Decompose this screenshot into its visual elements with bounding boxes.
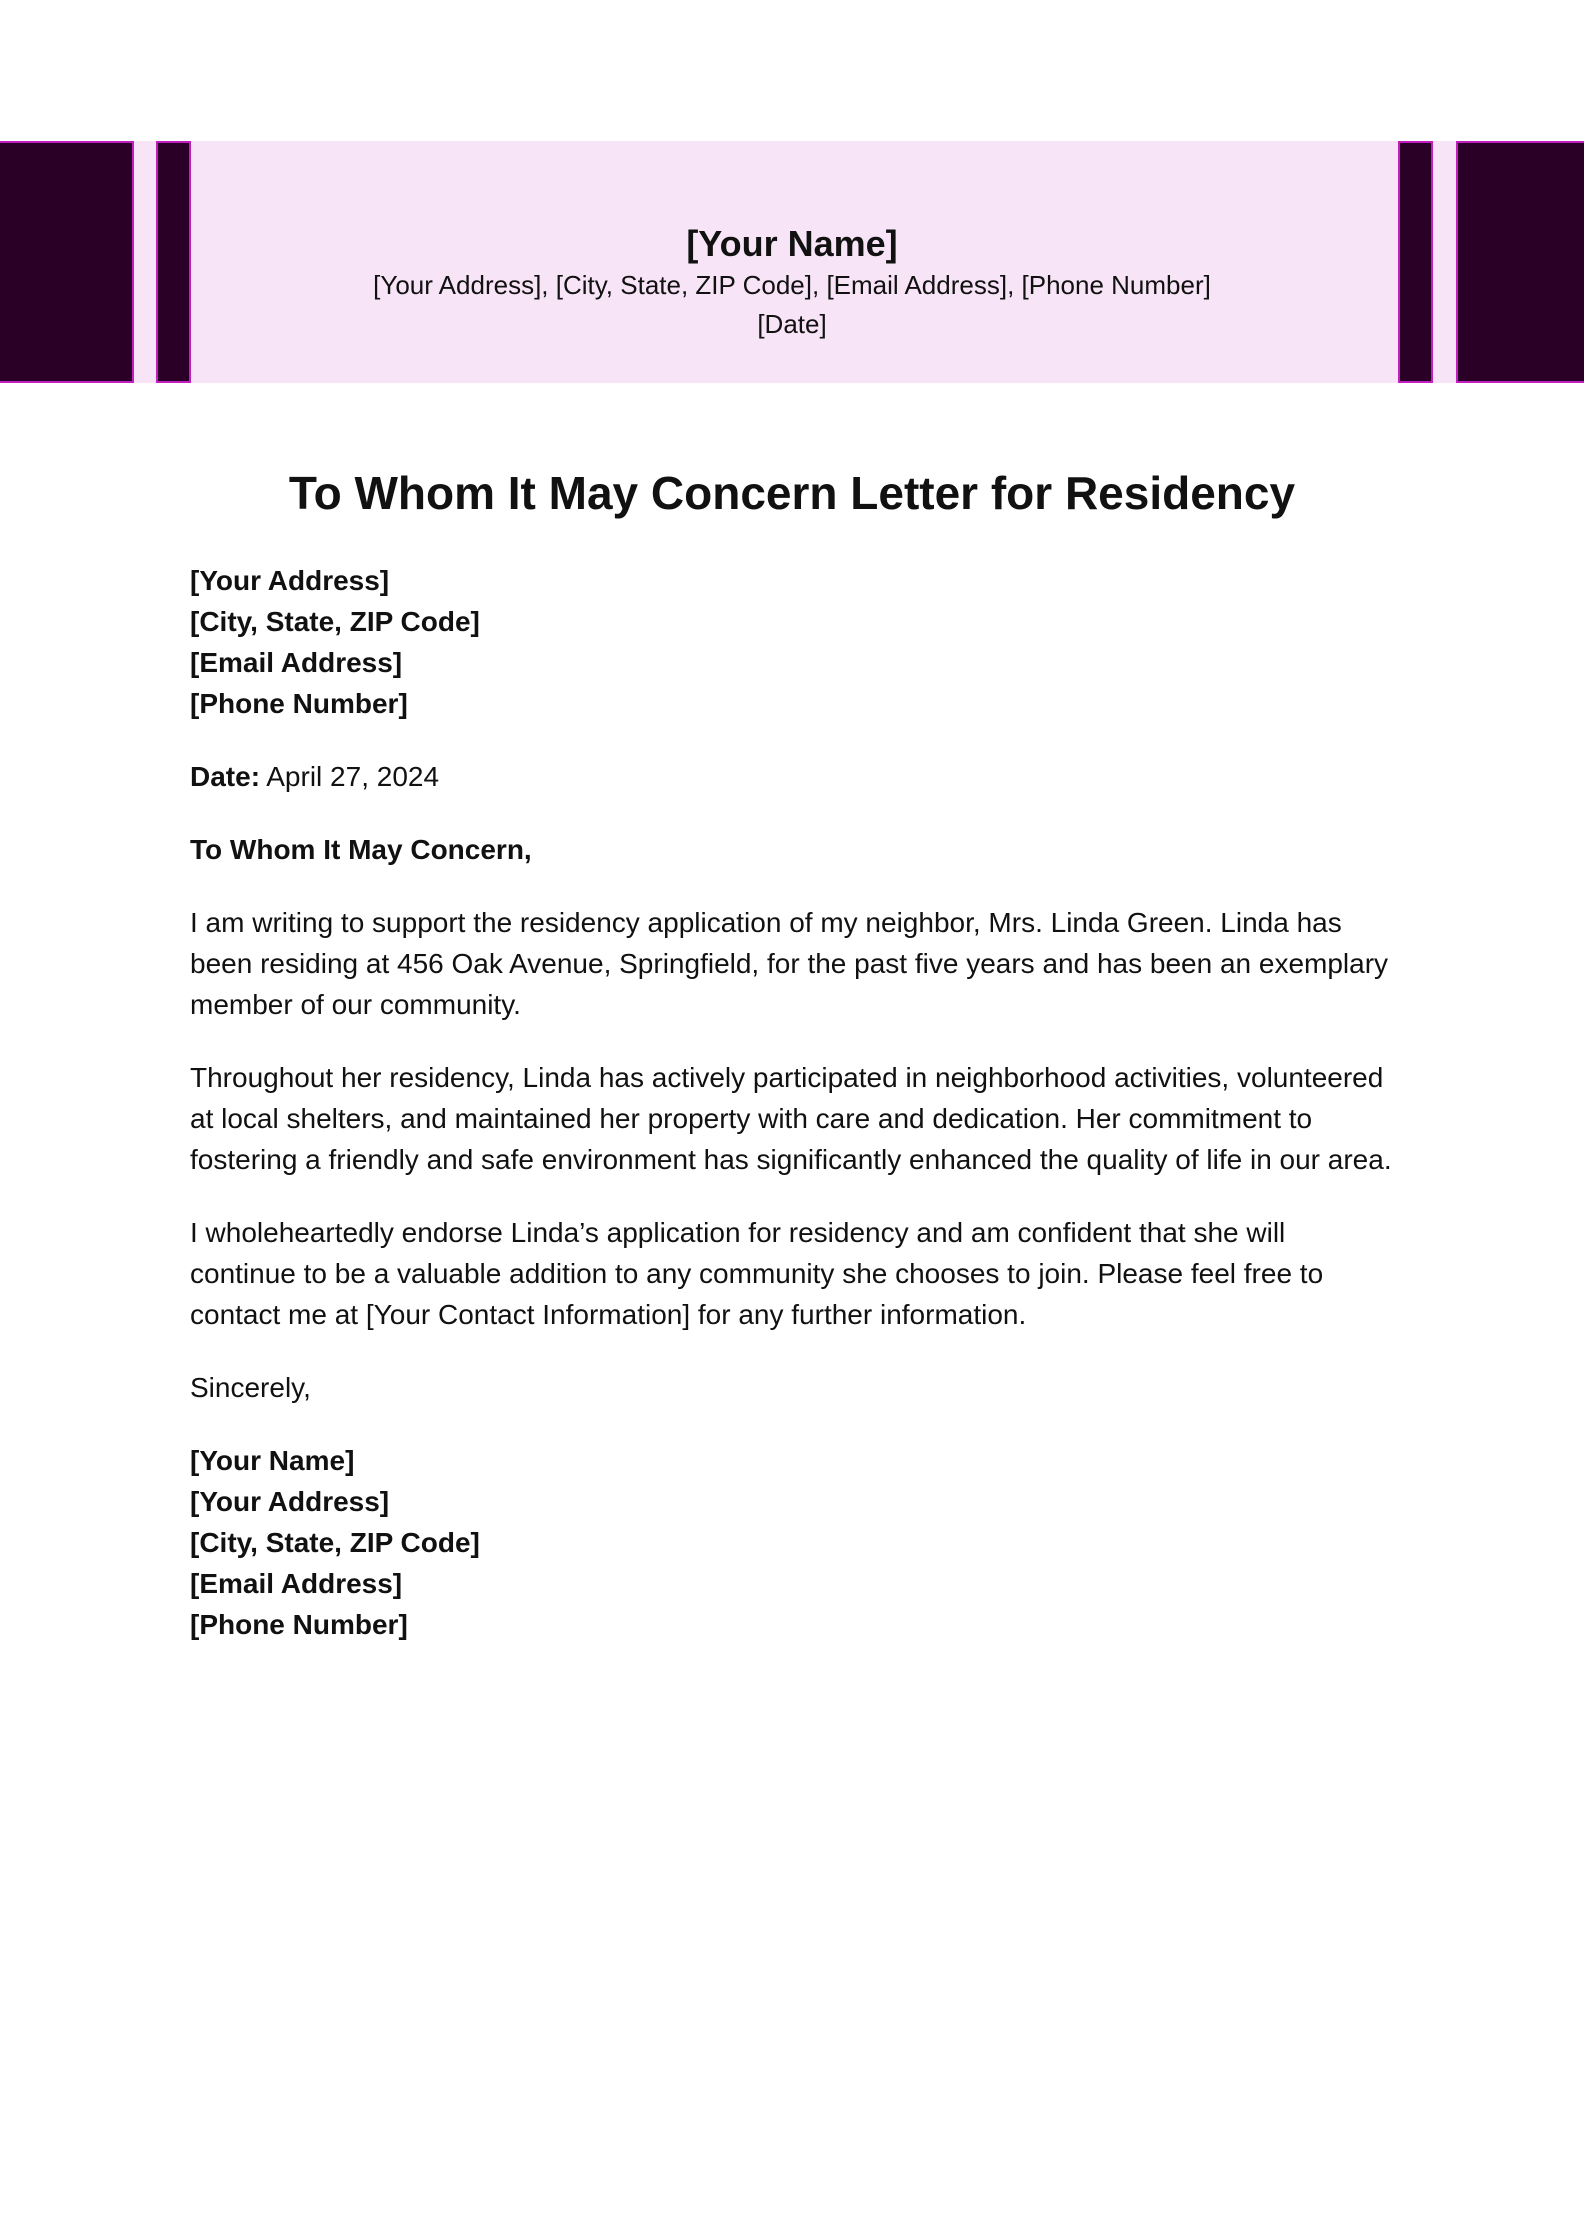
document-title: To Whom It May Concern Letter for Residency [288,467,1296,519]
letter-body [190,560,1394,1677]
body-paragraph: Throughout her residency, Linda has actively participated in neighborhood activities, volunteered at local shelters, and maintained her property with care and dedication. Her commitment to fostering a friendly and safe environment has significantly enhanced the quality of life in our area. [190,1062,1392,1175]
sender-city-state-zip: [City, State, ZIP Code] [190,606,480,637]
sender-address-block [190,560,1394,724]
body-paragraph: I am writing to support the residency application of my neighbor, Mrs. Linda Green. Linda has been residing at 456 Oak Avenue, Springfield, for the past five years and has been an exemplary member of our community. [190,907,1389,1020]
signature-block [190,1440,1394,1645]
body-paragraph: I wholeheartedly endorse Linda’s application for residency and am confident that she will continue to be a valuable addition to any community she chooses to join. Please feel free to contact me at [Your Contact Information] for any further information. [190,1217,1324,1330]
signature-email: [Email Address] [190,1568,403,1599]
sender-phone: [Phone Number] [190,688,408,719]
date-label: Date: [190,761,261,792]
sender-address: [Your Address] [190,565,390,596]
letterhead-name: [Your Name] [686,223,898,264]
letterhead-date: [Date] [757,309,827,339]
salutation: To Whom It May Concern, [190,834,532,865]
signature-address: [Your Address] [190,1486,390,1517]
date-line [190,756,1394,797]
decorative-bar-right-narrow [1398,141,1433,383]
decorative-bar-right-wide [1456,141,1584,383]
decorative-bar-left-narrow [156,141,191,383]
letterhead-contact: [Your Address], [City, State, ZIP Code], [Email Address], [Phone Number] [373,270,1211,300]
signature-city-state-zip: [City, State, ZIP Code] [190,1527,480,1558]
letterhead [200,222,1384,344]
closing: Sincerely, [190,1372,311,1403]
date-value: April 27, 2024 [260,761,440,792]
sender-email: [Email Address] [190,647,403,678]
decorative-bar-left-wide [0,141,134,383]
signature-phone: [Phone Number] [190,1609,408,1640]
signature-name: [Your Name] [190,1445,355,1476]
